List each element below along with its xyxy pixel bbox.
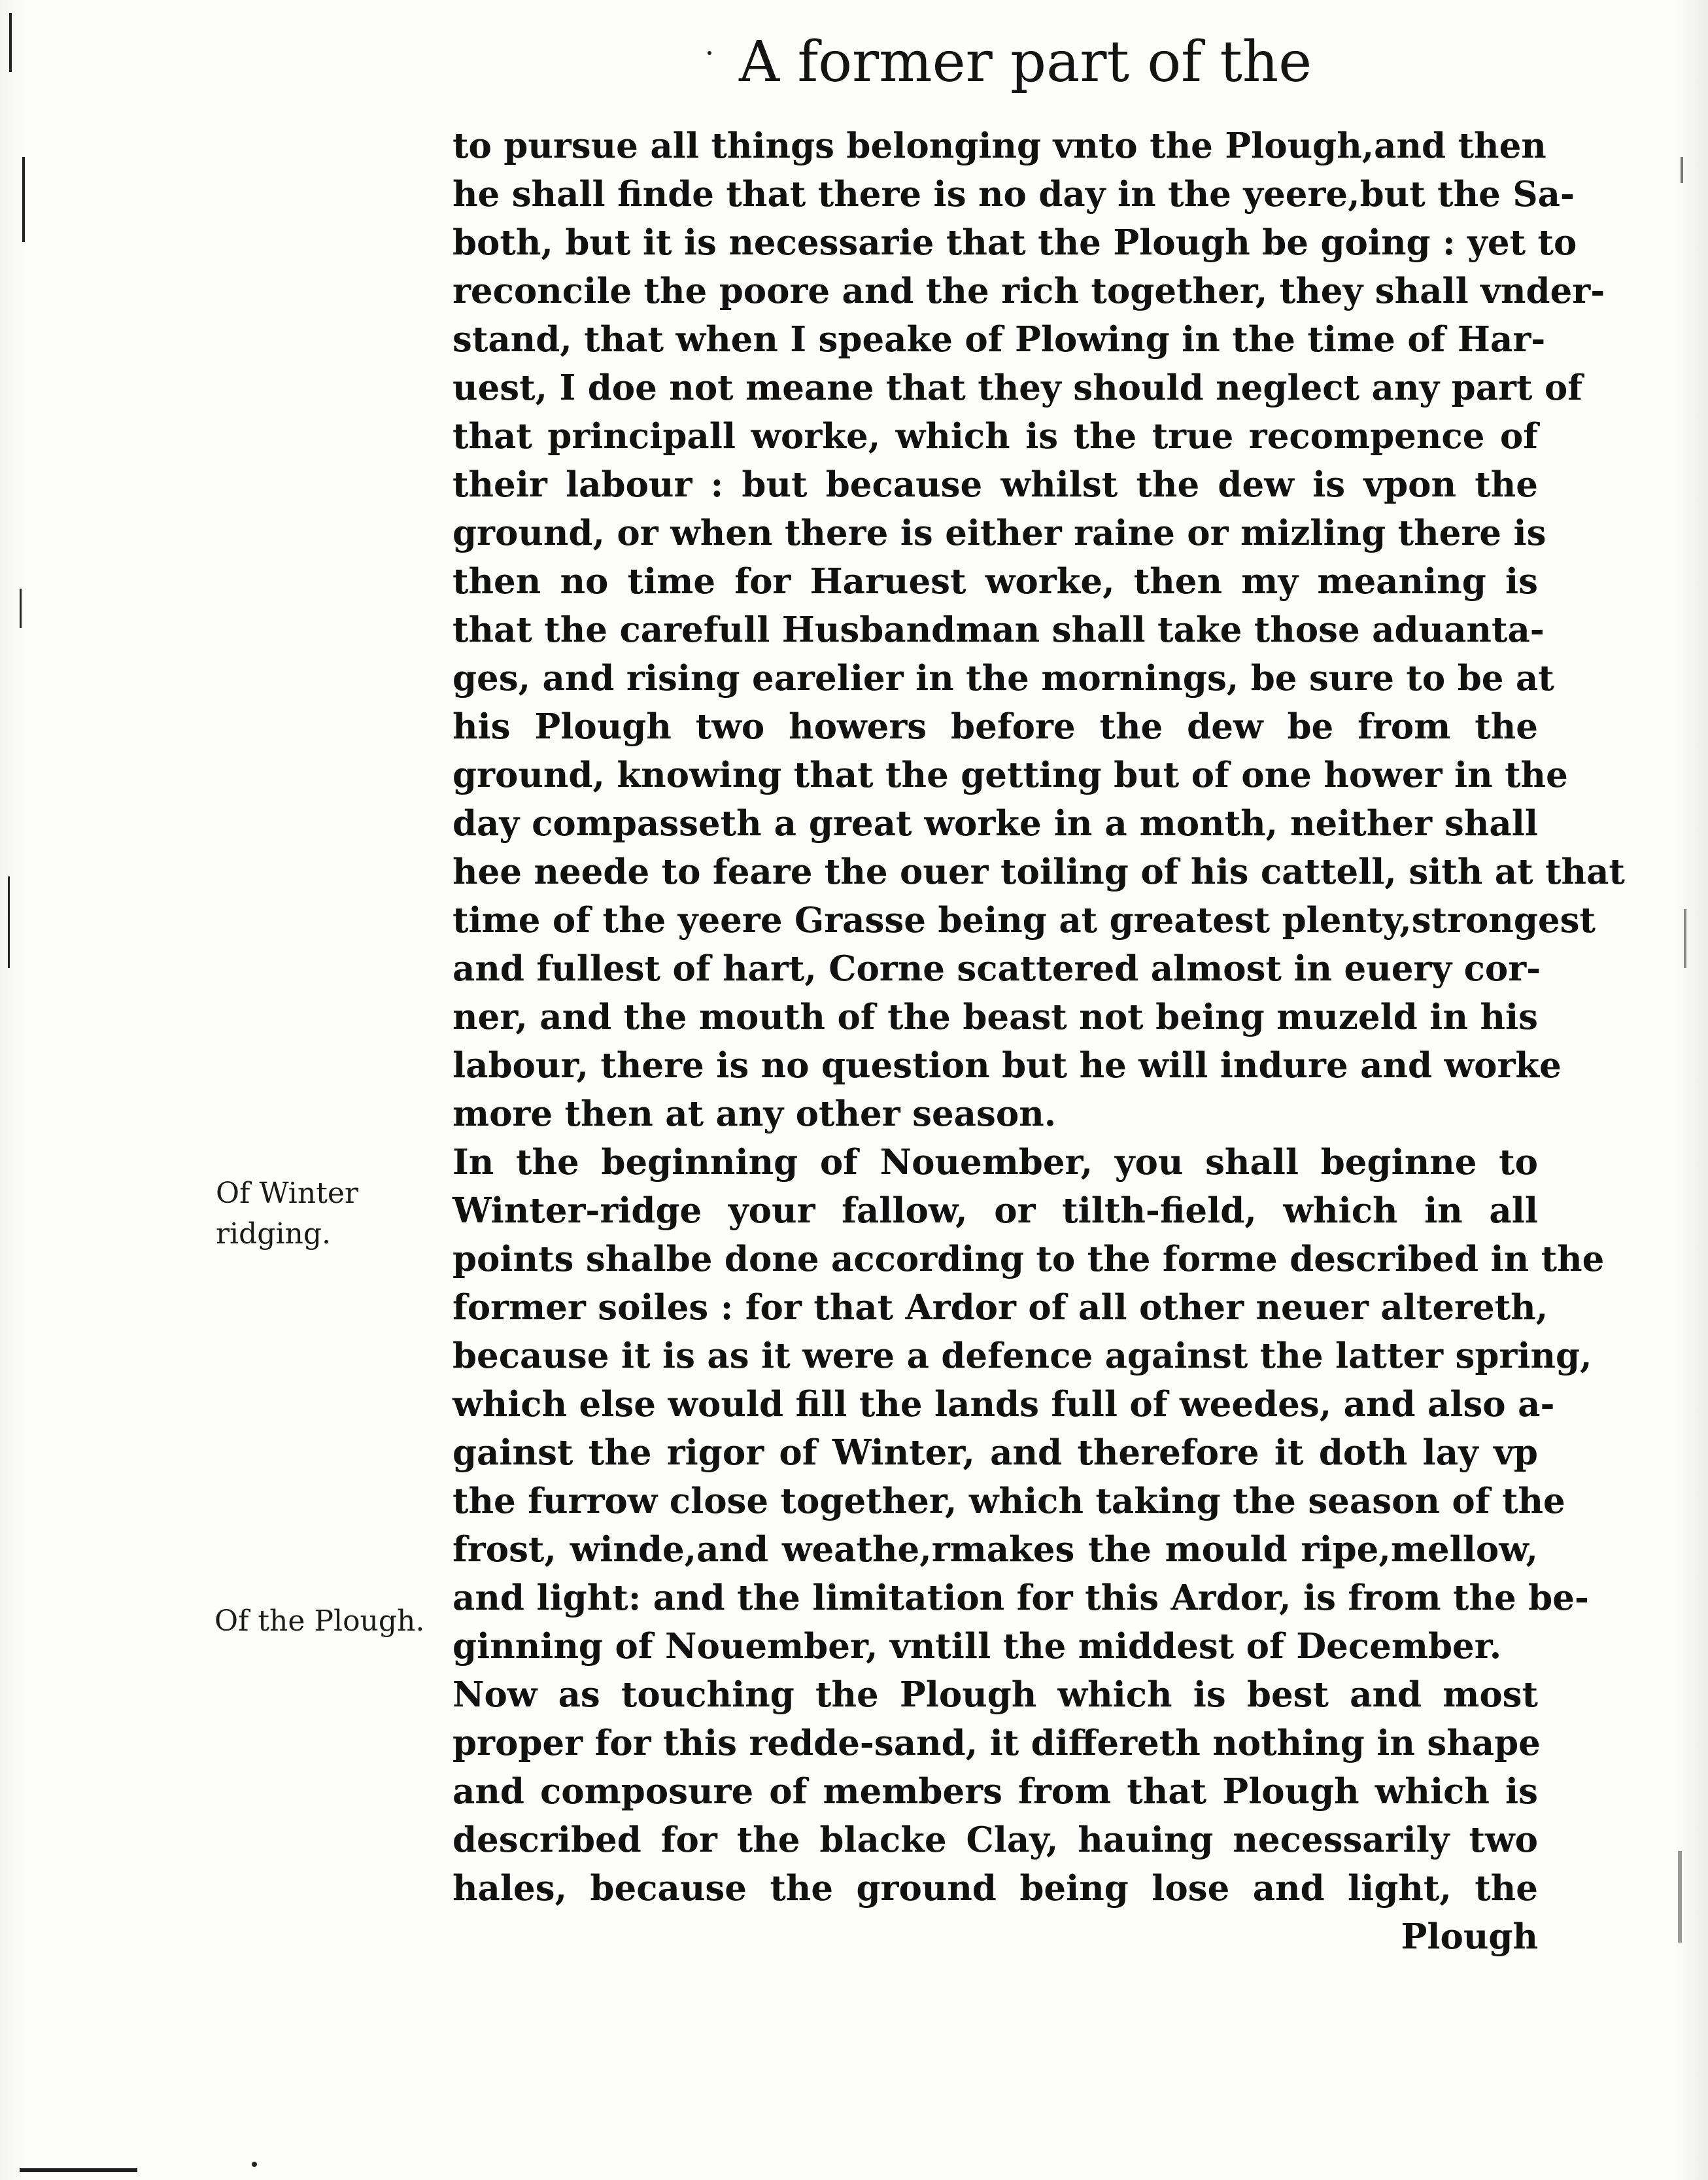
text-line: his Plough two howers before the dew be from the (453, 706, 1538, 747)
text-line: then no time for Haruest worke, then my meaning is (453, 561, 1538, 602)
text-line: time of the yeere Grasse being at greatest plenty,strongest (453, 900, 1596, 941)
text-line: In the beginning of Nouember, you shall beginne to (453, 1142, 1538, 1183)
scan-speck (8, 876, 10, 968)
text-line: and fullest of hart, Corne scattered almost in euery cor- (453, 948, 1541, 989)
scan-speck (1681, 157, 1683, 183)
margin-note-of-the-plough (214, 1601, 424, 1642)
text-line: hee neede to feare the ouer toiling of his cattell, sith at that (453, 852, 1625, 892)
text-line: their labour : but because whilst the dew is vpon the (453, 464, 1538, 505)
text-line: hales, because the ground being lose and light, the (453, 1868, 1538, 1909)
scan-speck (1684, 909, 1686, 968)
text-line: ginning of Nouember, vntill the middest of December. (453, 1626, 1502, 1667)
text-line: Now as touching the Plough which is best and most (453, 1674, 1538, 1715)
scan-speck (20, 589, 22, 628)
text-line: to pursue all things belonging vnto the Plough,and then (453, 126, 1546, 166)
text-line: the furrow close together, which taking the season of the (453, 1481, 1565, 1521)
scan-speck (1678, 1851, 1682, 1943)
margin-note-line: Of Winter (216, 1177, 358, 1210)
text-line: that principall worke, which is the true recompence of (453, 416, 1538, 457)
text-line: and composure of members from that Plough which is (453, 1771, 1538, 1812)
text-line: frost, winde,and weathe,rmakes the mould ripe,mellow, (453, 1529, 1538, 1570)
text-line: reconcile the poore and the rich together, they shall vnder- (453, 271, 1605, 311)
paragraph-of-the-plough (453, 1670, 1541, 1961)
scan-speck (708, 51, 711, 55)
text-line: ges, and rising earelier in the mornings, be sure to be at (453, 658, 1554, 699)
paragraph-winter-ridging (453, 1138, 1605, 1670)
scan-speck (252, 2162, 257, 2167)
paragraph-harvest-plowing (453, 122, 1625, 1138)
running-head: A former part of the (739, 29, 1312, 95)
scan-speck (22, 157, 25, 242)
text-line: proper for this redde-sand, it differeth nothing in shape (453, 1723, 1541, 1763)
margin-note-winter-ridging (216, 1173, 358, 1254)
text-line: points shalbe done according to the forme described in the (453, 1239, 1605, 1279)
scan-speck (9, 13, 12, 72)
text-line: both, but it is necessarie that the Plough be going : yet to (453, 222, 1577, 263)
text-line: ground, or when there is either raine or mizling there is (453, 513, 1546, 553)
margin-note-line: ridging. (216, 1217, 331, 1251)
text-line: and light: and the limitation for this Ardor, is from the be- (453, 1578, 1589, 1618)
text-line: which else would fill the lands full of weedes, and also a- (453, 1384, 1555, 1425)
text-line: he shall finde that there is no day in the yeere,but the Sa- (453, 174, 1575, 215)
text-line: ner, and the mouth of the beast not being muzeld in his (453, 997, 1538, 1037)
text-line: uest, I doe not meane that they should neglect any part of (453, 368, 1583, 408)
text-line: ground, knowing that the getting but of one hower in the (453, 755, 1568, 795)
catchword: Plough (1401, 1916, 1538, 1957)
margin-note-line: Of the Plough. (214, 1604, 425, 1638)
body-text (453, 122, 1625, 1961)
text-line: gainst the rigor of Winter, and therefore it doth lay vp (453, 1432, 1538, 1473)
text-line: day compasseth a great worke in a month, neither shall (453, 803, 1538, 844)
text-line: Winter-ridge your fallow, or tilth-field, which in all (453, 1190, 1538, 1231)
text-line: former soiles : for that Ardor of all other neuer altereth, (453, 1287, 1548, 1328)
text-line: labour, there is no question but he will indure and worke (453, 1045, 1562, 1086)
scan-edge-left (0, 0, 26, 2180)
text-line: that the carefull Husbandman shall take those aduanta- (453, 610, 1545, 650)
text-line: stand, that when I speake of Plowing in the time of Har- (453, 319, 1546, 360)
text-line: more then at any other season. (453, 1094, 1057, 1134)
bottom-rule (20, 2168, 137, 2172)
text-line: described for the blacke Clay, hauing necessarily two (453, 1820, 1538, 1860)
text-line: because it is as it were a defence against the latter spring, (453, 1336, 1592, 1376)
